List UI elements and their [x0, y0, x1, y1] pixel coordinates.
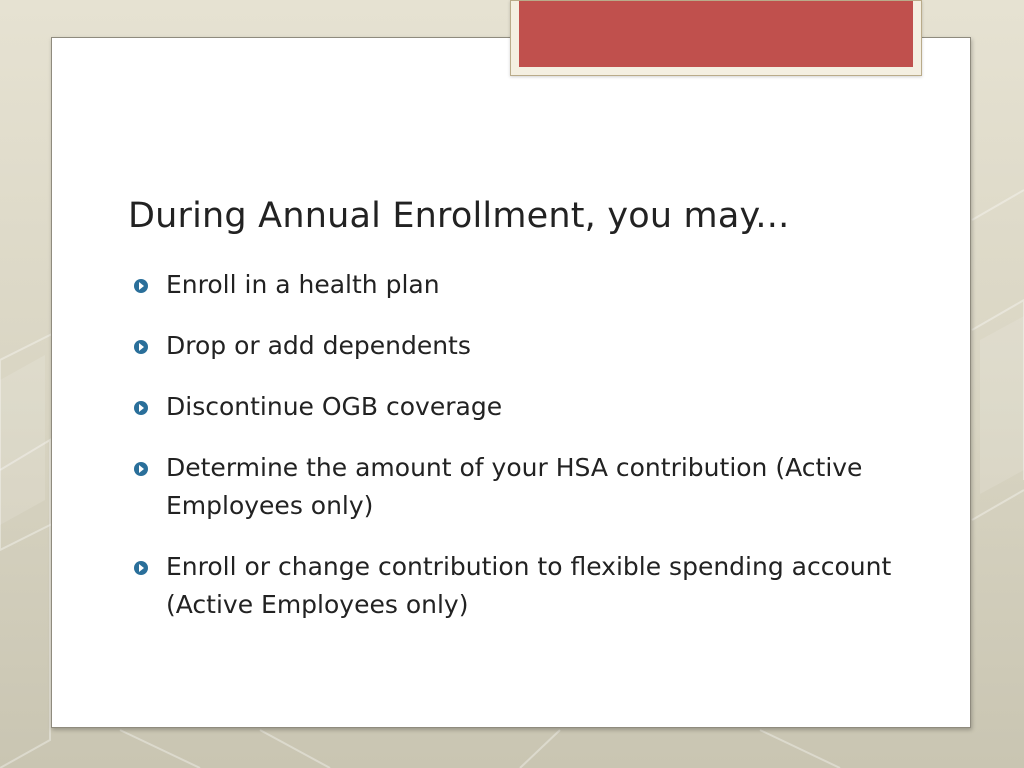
list-item	[134, 449, 914, 525]
bullet-text: Drop or add dependents	[166, 331, 471, 360]
bullet-text: Enroll or change contribution to flexible spending account (Active Employees only)	[166, 552, 892, 619]
circled-arrow-icon	[134, 340, 148, 354]
bullet-text: Enroll in a health plan	[166, 270, 440, 299]
accent-bar	[519, 1, 913, 67]
list-item	[134, 388, 914, 426]
accent-frame	[510, 0, 922, 76]
bullet-text: Determine the amount of your HSA contribution (Active Employees only)	[166, 453, 863, 520]
slide-title: During Annual Enrollment, you may...	[128, 196, 790, 236]
circled-arrow-icon	[134, 561, 148, 575]
bullet-text: Discontinue OGB coverage	[166, 392, 503, 421]
circled-arrow-icon	[134, 462, 148, 476]
circled-arrow-icon	[134, 279, 148, 293]
circled-arrow-icon	[134, 401, 148, 415]
list-item	[134, 266, 914, 304]
bullet-list	[134, 266, 914, 647]
list-item	[134, 327, 914, 365]
list-item	[134, 548, 914, 624]
